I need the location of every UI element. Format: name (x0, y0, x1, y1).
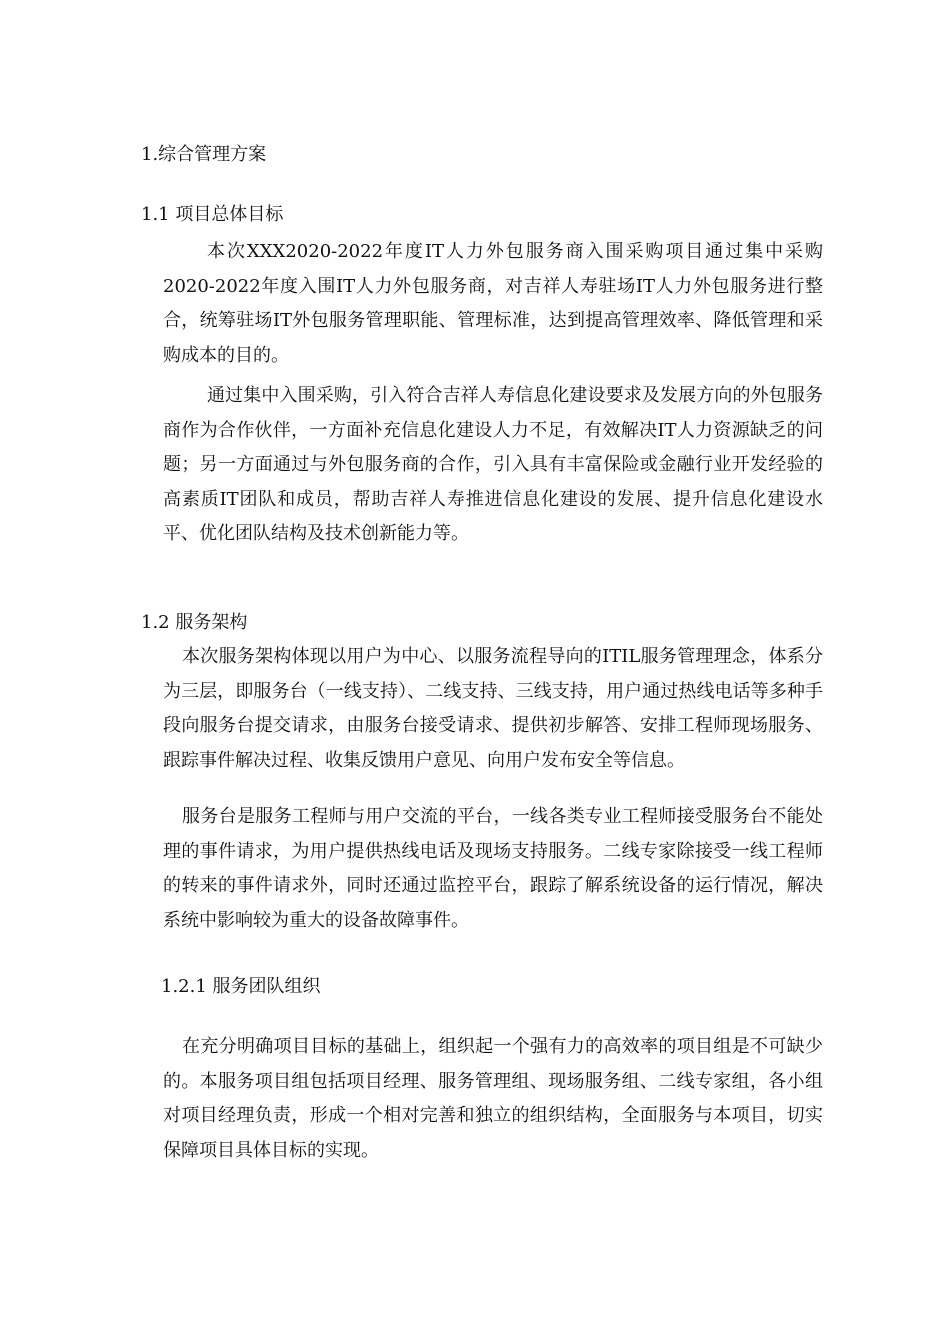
section-1-2-heading: 1.2 服务架构 (141, 612, 248, 633)
section-1-1-paragraph-2: 通过集中入围采购，引入符合吉祥人寿信息化建设要求及发展方向的外包服务商作为合作伙伴，一方面补充信息化建设人力不足，有效解决IT人力资源缺乏的问题；另一方面通过与外包服务商的合作，引入具有丰富保险或金融行业开发经验的高素质IT团队和成员，帮助吉祥人寿推进信息化建设的发展、提升信息化建设水平、优化团队结构及技术创新能力等。 (163, 385, 823, 544)
section-1-1-heading: 1.1 项目总体目标 (141, 204, 284, 225)
section-1-heading: 1.综合管理方案 (141, 144, 267, 165)
section-1-2-paragraph-2: 服务台是服务工程师与用户交流的平台，一线各类专业工程师接受服务台不能处理的事件请求，为用户提供热线电话及现场支持服务。二线专家除接受一线工程师的转来的事件请求外，同时还通过监控平台，跟踪了解系统设备的运行情况，解决系统中影响较为重大的设备故障事件。 (163, 806, 823, 931)
section-1-2-1-heading: 1.2.1 服务团队组织 (161, 976, 321, 997)
section-1-2-paragraph-1: 本次服务架构体现以用户为中心、以服务流程导向的ITIL服务管理理念，体系分为三层，即服务台（一线支持）、二线支持、三线支持，用户通过热线电话等多种手段向服务台提交请求，由服务台接受请求、提供初步解答、安排工程师现场服务、跟踪事件解决过程、收集反馈用户意见、向用户发布安全等信息。 (163, 646, 823, 771)
section-1-1-paragraph-1: 本次XXX2020-2022年度IT人力外包服务商入围采购项目通过集中采购2020-2022年度入围IT人力外包服务商，对吉祥人寿驻场IT人力外包服务进行整合，统筹驻场IT外包服务管理职能、管理标准，达到提高管理效率、降低管理和采购成本的目的。 (163, 241, 823, 366)
section-1-2-1-paragraph-1: 在充分明确项目目标的基础上，组织起一个强有力的高效率的项目组是不可缺少的。本服务项目组包括项目经理、服务管理组、现场服务组、二线专家组，各小组对项目经理负责，形成一个相对完善和独立的组织结构，全面服务与本项目，切实保障项目具体目标的实现。 (163, 1036, 823, 1161)
